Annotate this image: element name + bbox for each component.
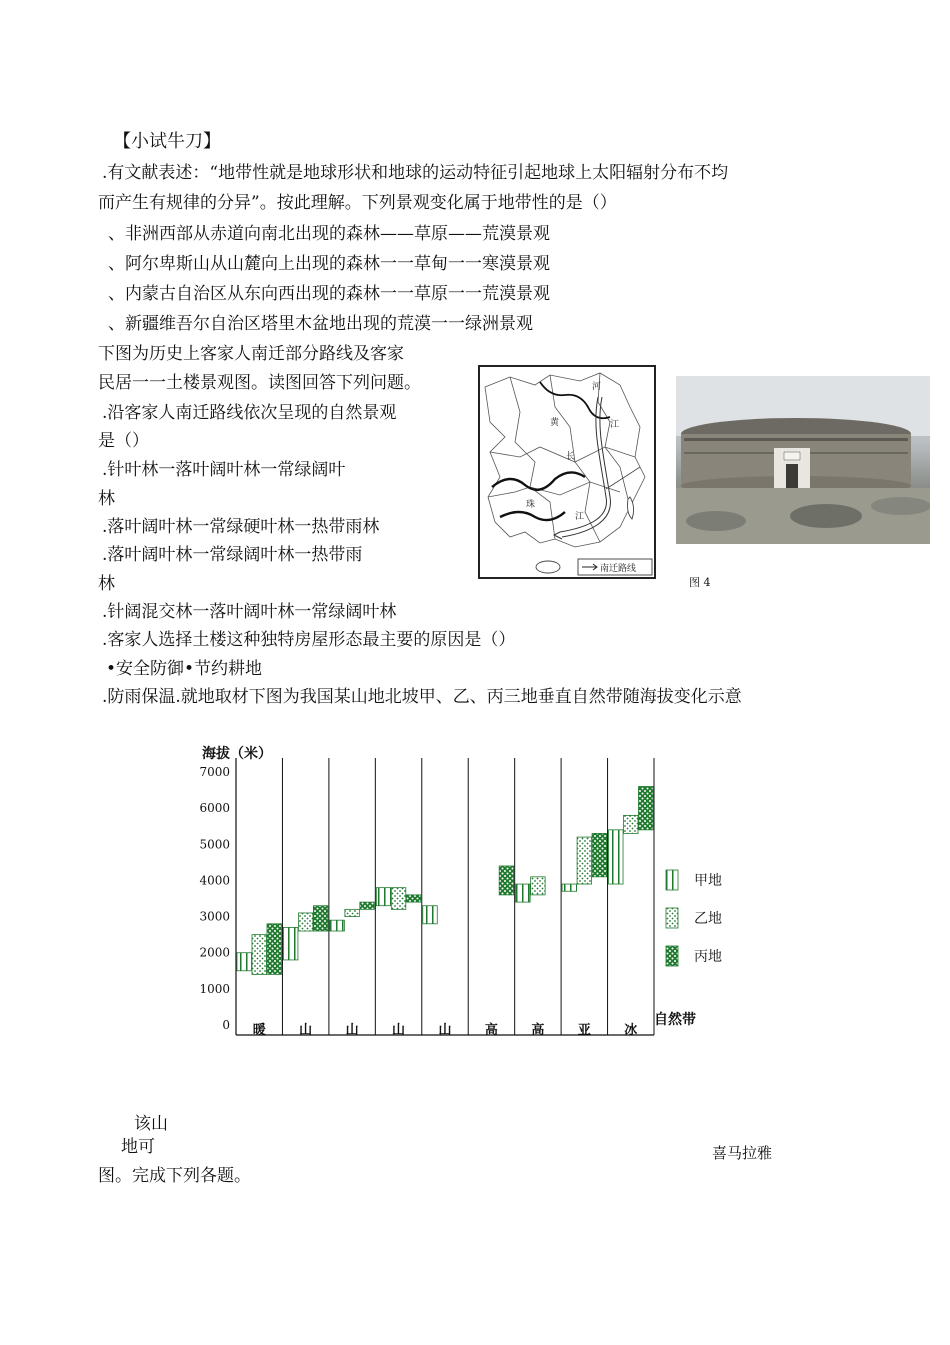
- chart-y-tick-label: 5000: [199, 837, 230, 852]
- map-label-huang: 黄: [550, 418, 560, 428]
- chart-svg: [196, 742, 736, 1042]
- q1-option-c: 、内蒙古自治区从东向西出现的森林一一草原一一荒漠景观: [108, 284, 550, 304]
- map-label-zhu: 珠: [526, 500, 536, 510]
- chart-y-tick-label: 3000: [199, 909, 230, 924]
- map-legend-label: 南迁路线: [600, 564, 637, 574]
- chart-bar-甲地: [237, 953, 251, 971]
- q1-line2: 而产生有规律的分异”。按此理解。下列景观变化属于地带性的是（）: [98, 193, 617, 213]
- chart-x-tick-label: 亚: [577, 1023, 591, 1038]
- map-figure-caption: 图 4: [689, 576, 711, 589]
- chart-xlabel: 自然带: [654, 1012, 696, 1028]
- chart-bar-丙地: [267, 924, 281, 975]
- chart-x-tick-label: 冰: [624, 1023, 638, 1038]
- footer-fragment-2: 地可: [121, 1137, 155, 1157]
- chart-y-tick-label: 6000: [199, 801, 230, 816]
- chart-x-tick-label: 高: [531, 1023, 545, 1038]
- chart-bar-乙地: [624, 815, 638, 833]
- map-drawing: [480, 367, 654, 577]
- chart-bar-甲地: [376, 888, 390, 906]
- chart-bar-乙地: [391, 888, 405, 910]
- intro2-line2: 民居一一土楼景观图。读图回答下列问题。: [98, 373, 421, 393]
- q2-option-a2: 林: [98, 489, 115, 509]
- chart-bar-甲地: [609, 830, 623, 884]
- chart-bar-甲地: [562, 884, 576, 891]
- chart-bar-丙地: [406, 895, 420, 902]
- chart-legend-label: 乙地: [694, 911, 722, 927]
- chart-y-tick-label: 7000: [199, 765, 230, 779]
- chart-bar-甲地: [516, 884, 530, 902]
- chart-bar-乙地: [531, 877, 545, 895]
- chart-legend-swatch: [666, 908, 678, 928]
- footer-line: 图。完成下列各题。: [98, 1166, 251, 1186]
- chart-bar-甲地: [283, 927, 297, 960]
- chart-bar-乙地: [252, 935, 266, 975]
- chart-x-tick-label: 高: [484, 1023, 498, 1038]
- q3-line3: .防雨保温.就地取材下图为我国某山地北坡甲、乙、丙三地垂直自然带随海拔变化示意: [102, 687, 742, 707]
- chart-x-tick-label: 暖: [252, 1023, 266, 1038]
- chart-y-tick-label: 2000: [199, 945, 230, 960]
- q2-line2: 是（）: [98, 431, 149, 451]
- chart-x-tick-label: 山: [438, 1023, 452, 1038]
- chart-y-tick-label: 4000: [199, 873, 230, 888]
- intro2-line1: 下图为历史上客家人南迁部分路线及客家: [98, 344, 404, 364]
- footer-fragment-3: 喜马拉雅: [712, 1144, 773, 1162]
- chart-x-tick-label: 山: [392, 1023, 406, 1038]
- map-label-jiang2: 江: [610, 420, 620, 430]
- chart-x-tick-label: 山: [299, 1023, 313, 1038]
- q3-line2: •安全防御•节约耕地: [106, 659, 263, 679]
- tulou-photo: [676, 376, 930, 544]
- q1-line1: .有文献表述：“地带性就是地球形状和地球的运动特征引起地球上太阳辐射分布不均: [102, 163, 729, 183]
- chart-legend-swatch: [666, 946, 678, 966]
- q2-option-c1: .落叶阔叶林一常绿阔叶林一热带雨: [102, 545, 363, 565]
- q2-line1: .沿客家人南迁路线依次呈现的自然景观: [102, 403, 397, 423]
- chart-y-tick-label: 1000: [199, 981, 230, 996]
- vertical-zone-chart: [196, 742, 736, 1046]
- hakka-migration-map: [478, 365, 656, 579]
- q2-option-b: .落叶阔叶林一常绿硬叶林一热带雨林: [102, 517, 380, 537]
- chart-y-tick-label: 0: [222, 1018, 230, 1032]
- chart-legend-label: 甲地: [694, 873, 722, 889]
- chart-bar-丙地: [639, 786, 653, 829]
- chart-x-tick-label: 山: [345, 1023, 359, 1038]
- map-label-chang: 长: [566, 452, 576, 462]
- map-label-jiang: 江: [575, 512, 585, 522]
- chart-bar-乙地: [577, 837, 591, 884]
- q2-option-a1: .针叶林一落叶阔叶林一常绿阔叶: [102, 460, 346, 480]
- tulou-drawing: [676, 376, 930, 544]
- chart-bar-甲地: [330, 920, 344, 931]
- map-label-he: 河: [592, 382, 602, 392]
- chart-bar-丙地: [360, 902, 374, 909]
- q2-option-c2: 林: [98, 574, 115, 594]
- chart-legend-label: 丙地: [694, 949, 722, 965]
- q3-line1: .客家人选择土楼这种独特房屋形态最主要的原因是（）: [102, 630, 516, 650]
- chart-bar-乙地: [345, 909, 359, 916]
- q1-option-b: 、阿尔卑斯山从山麓向上出现的森林一一草甸一一寒漠景观: [108, 254, 550, 274]
- q1-option-d: 、新疆维吾尔自治区塔里木盆地出现的荒漠一一绿洲景观: [108, 314, 533, 334]
- q2-option-d: .针阔混交林一落叶阔叶林一常绿阔叶林: [102, 602, 397, 622]
- footer-fragment-1: 该山: [134, 1114, 168, 1134]
- section-title: 【小试牛刀】: [113, 131, 221, 152]
- chart-bar-丙地: [592, 833, 606, 876]
- chart-ylabel: 海拔（米）: [202, 746, 272, 762]
- chart-bar-乙地: [298, 913, 312, 931]
- chart-legend-swatch: [666, 870, 678, 890]
- chart-bar-甲地: [423, 906, 437, 924]
- chart-bar-丙地: [313, 906, 327, 931]
- q1-option-a: 、非洲西部从赤道向南北出现的森林——草原——荒漠景观: [108, 224, 550, 244]
- chart-bar-丙地: [499, 866, 513, 895]
